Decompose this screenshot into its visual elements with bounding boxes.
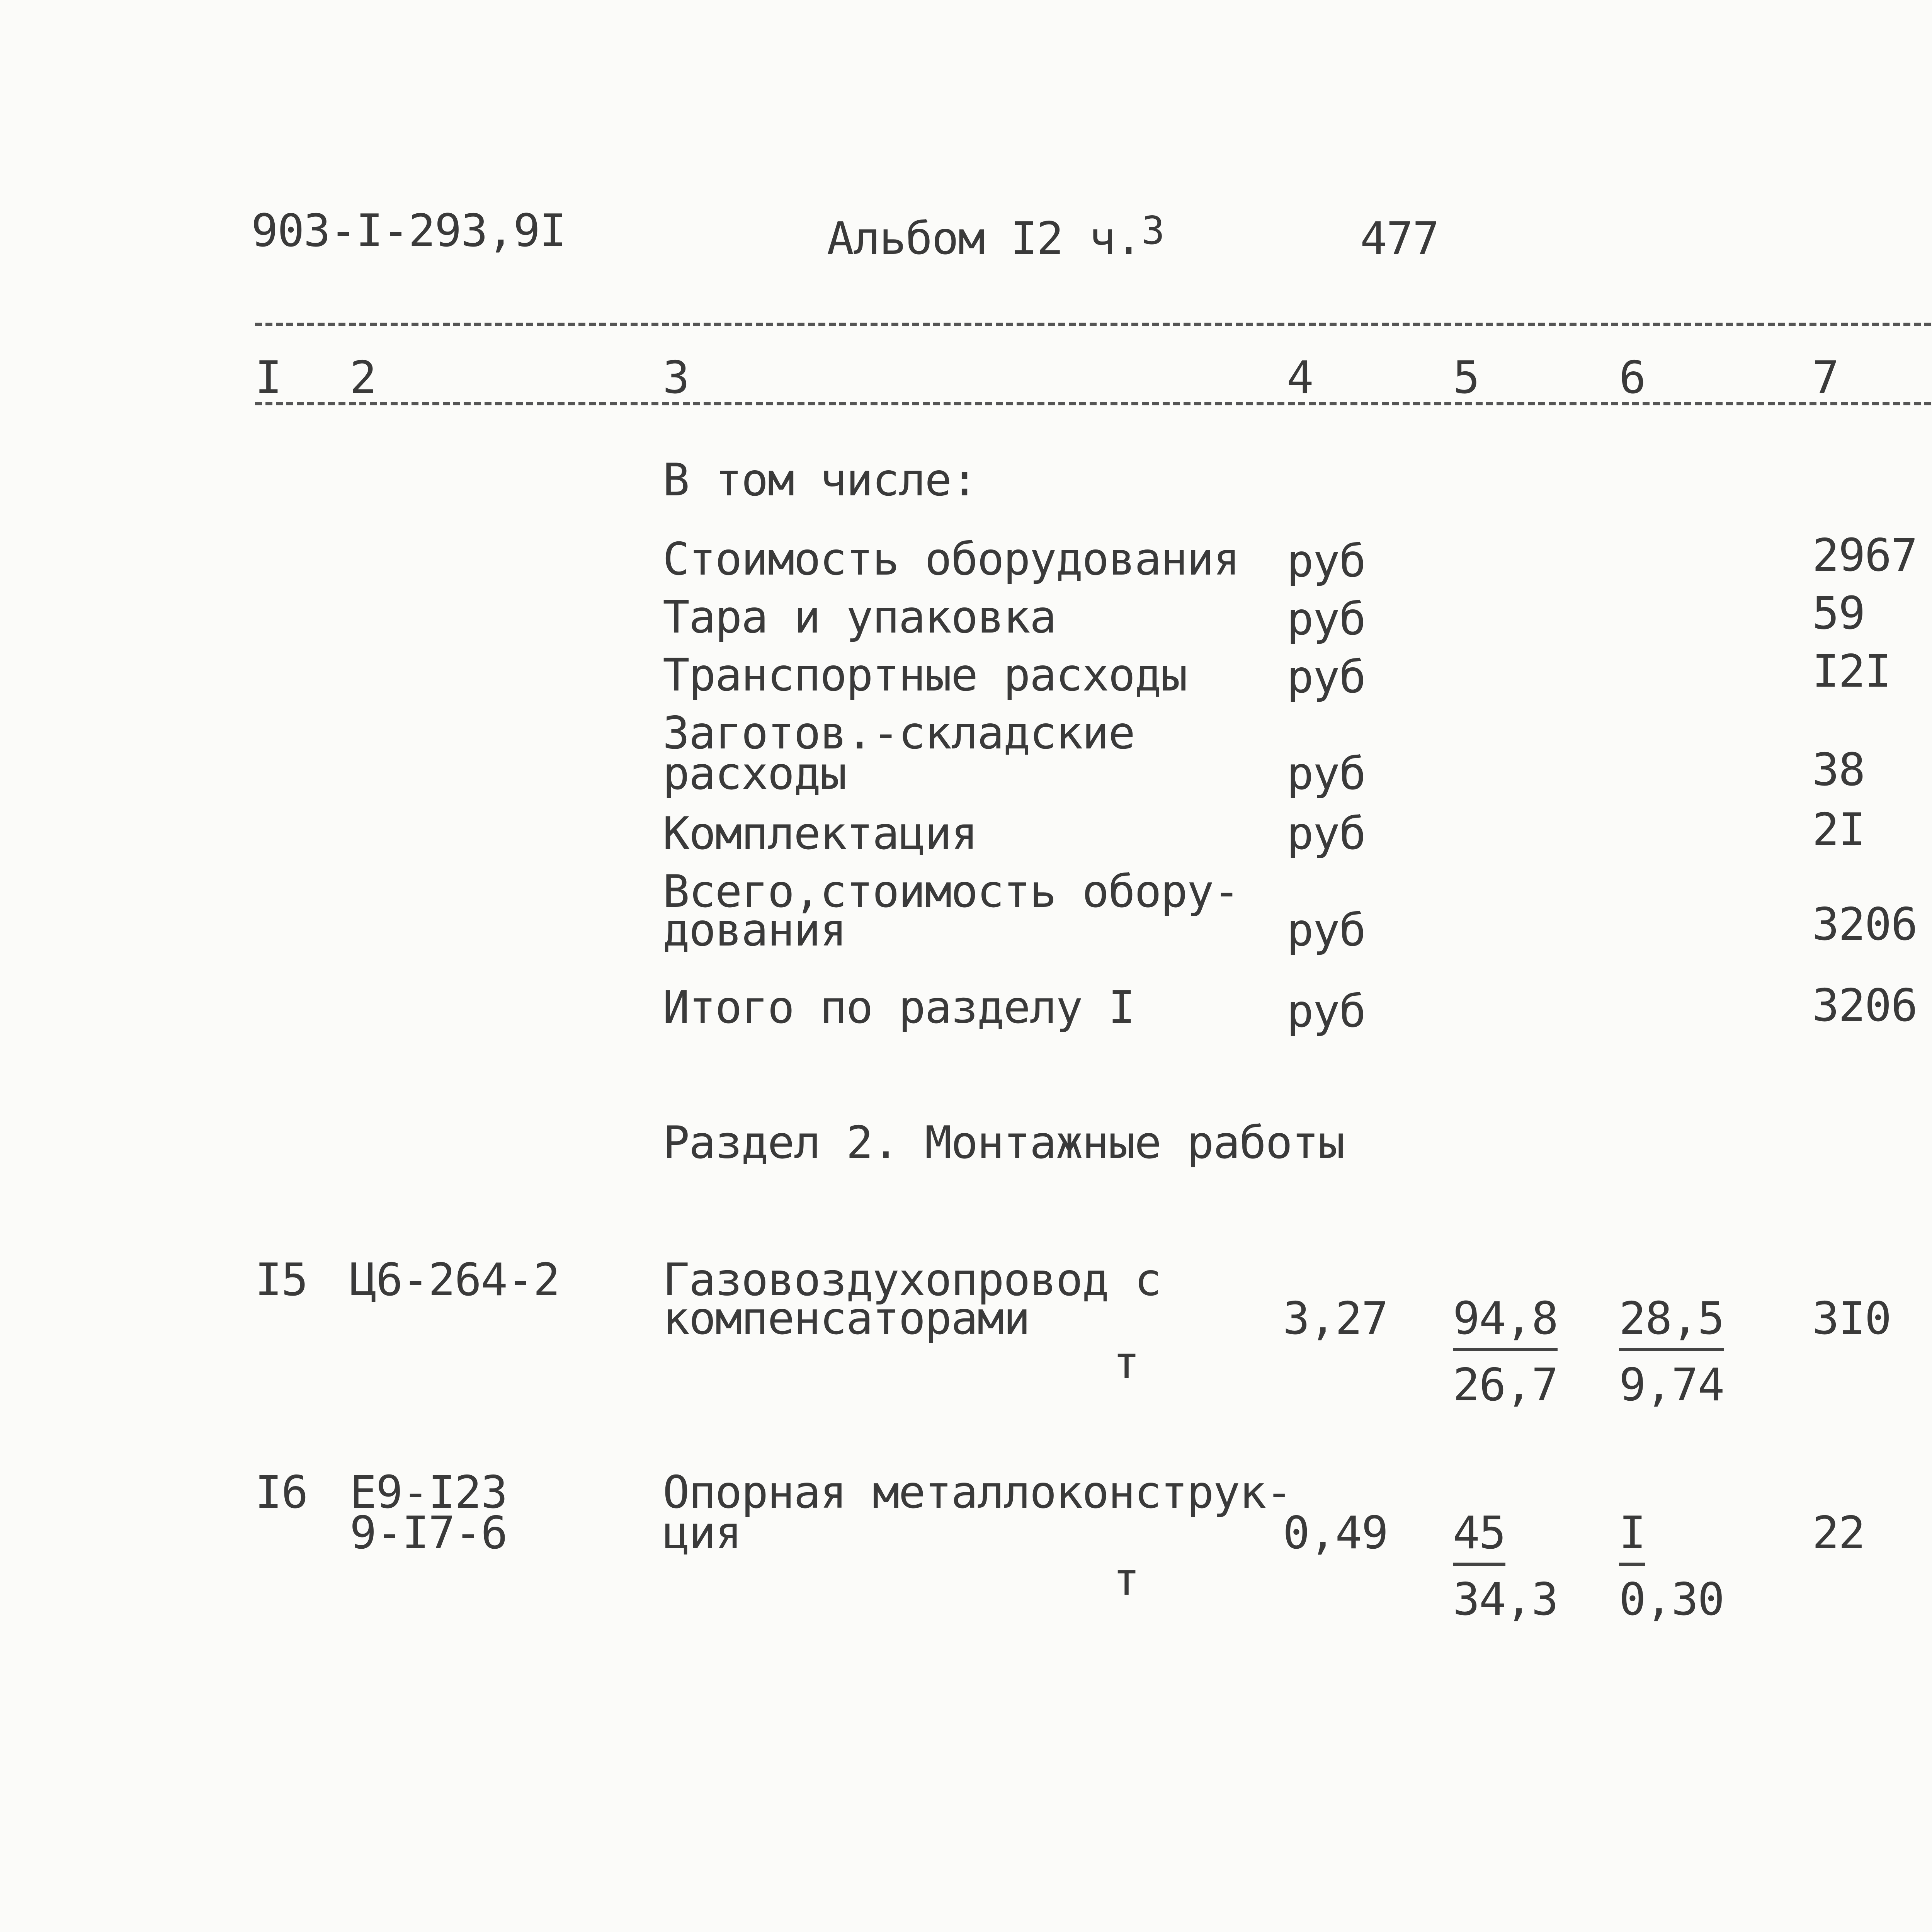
column-header-6: 6 <box>1619 352 1645 404</box>
cost-unit: руб <box>1287 535 1366 587</box>
cost-col7: I2I <box>1812 645 1891 697</box>
cost-col7: 38 <box>1812 744 1865 796</box>
cost-col7: 2967 <box>1812 529 1917 582</box>
row-name-line1: Газовоздухопровод с <box>663 1254 1161 1306</box>
section-total-name: Итого по разделу I <box>663 981 1135 1034</box>
col5-top: 94,8 <box>1453 1296 1558 1351</box>
column-header-3: 3 <box>663 352 689 404</box>
cost-unit: руб <box>1287 985 1366 1037</box>
row-number: I5 <box>255 1254 308 1306</box>
row-col7: 3I0 <box>1812 1293 1891 1345</box>
col5-bottom: 34,3 <box>1453 1573 1558 1626</box>
row-code-line1: Е9-I23 <box>350 1466 507 1519</box>
row-number: I6 <box>255 1466 308 1519</box>
cost-unit: руб <box>1287 593 1366 645</box>
row-col6 <box>1619 1507 1724 1626</box>
cost-name: Тара и упаковка <box>663 591 1056 643</box>
cost-unit: руб <box>1287 808 1366 860</box>
col5-bottom: 26,7 <box>1453 1359 1558 1411</box>
header-rule-bottom <box>255 402 1932 405</box>
header-rule-top <box>255 323 1932 326</box>
row-col4: 3,27 <box>1283 1293 1388 1345</box>
row-code: Ц6-264-2 <box>350 1254 560 1306</box>
row-col5 <box>1453 1293 1558 1411</box>
album-part: 3 <box>1141 208 1164 253</box>
cost-name-line1: Заготов.-складские <box>663 707 1135 759</box>
col6-bottom: 9,74 <box>1619 1359 1724 1411</box>
row-name-line1: Опорная металлоконструк- <box>663 1466 1292 1519</box>
cost-unit: руб <box>1287 651 1366 703</box>
column-header-7: 7 <box>1812 352 1838 404</box>
row-name-line2: компенсаторами <box>663 1293 1030 1345</box>
cost-col7: 2I <box>1812 804 1865 856</box>
row-unit: т <box>1113 1337 1139 1389</box>
row-col5 <box>1453 1507 1558 1626</box>
cost-name-line2: расходы <box>663 748 846 800</box>
row-col7: 22 <box>1812 1507 1865 1559</box>
col6-top: 28,5 <box>1619 1296 1724 1351</box>
cost-name: Транспортные расходы <box>663 649 1187 701</box>
document-code: 903-I-293,9I <box>251 205 566 257</box>
subheading: В том числе: <box>663 454 978 506</box>
col6-bottom: 0,30 <box>1619 1573 1724 1626</box>
row-unit: т <box>1113 1553 1139 1605</box>
cost-name: Комплектация <box>663 808 978 860</box>
album-label <box>827 208 1164 265</box>
cost-col7: 3206 <box>1812 980 1917 1032</box>
row-code-line2: 9-I7-6 <box>350 1507 507 1559</box>
column-header-5: 5 <box>1453 352 1479 404</box>
cost-col7: 59 <box>1812 587 1865 639</box>
cost-unit: руб <box>1287 748 1366 800</box>
row-name-line2: ция <box>663 1507 742 1559</box>
col5-top: 45 <box>1453 1511 1505 1566</box>
column-header-1: I <box>255 352 281 404</box>
cost-unit: руб <box>1287 904 1366 956</box>
col6-top: I <box>1619 1511 1645 1566</box>
album-text: Альбом I2 ч. <box>827 213 1142 265</box>
cost-name: Стоимость оборудования <box>663 533 1240 585</box>
column-header-4: 4 <box>1287 352 1313 404</box>
section-title: Раздел 2. Монтажные работы <box>663 1117 1344 1169</box>
column-header-2: 2 <box>350 352 376 404</box>
cost-name-line1: Всего,стоимость обору- <box>663 866 1240 918</box>
row-col6 <box>1619 1293 1724 1411</box>
cost-name-line2: дования <box>663 904 846 956</box>
row-col4: 0,49 <box>1283 1507 1388 1559</box>
cost-col7: 3206 <box>1812 898 1917 951</box>
page-number: 477 <box>1360 213 1439 265</box>
